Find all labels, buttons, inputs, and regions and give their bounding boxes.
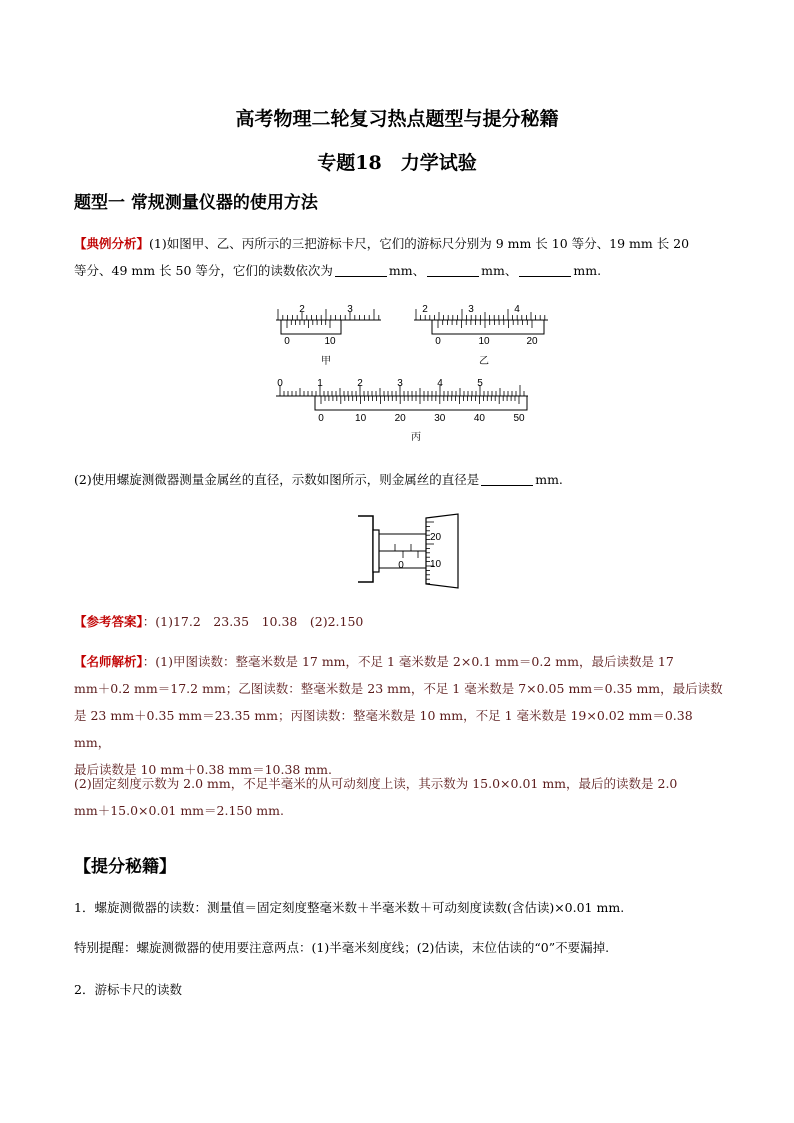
caliper-jia [276, 304, 381, 367]
sleeve-label-0: 0 [398, 560, 404, 571]
section-heading: 题型一 常规测量仪器的使用方法 [74, 193, 318, 213]
example-question-2: (2)使用螺旋测微器测量金属丝的直径，示数如图所示，则金属丝的直径是 mm. [74, 472, 563, 487]
vernier-calipers-figure [0, 290, 794, 450]
jia-caption: 甲 [321, 356, 331, 367]
analysis-paragraph-2: (2)固定刻度示数为 2.0 mm，不足半毫米的从可动刻度上读，其示数为 15.0×0.01 mm，最后的读数是 2.0 mm＋15.0×0.01 mm＝2.150 mm. [74, 776, 678, 818]
yi-vernier-label-20: 20 [526, 336, 538, 347]
yi-main-label-4: 4 [514, 304, 520, 315]
bing-caption: 丙 [411, 432, 421, 443]
tips-item-2: 2．游标卡尺的读数 [74, 982, 182, 997]
thimble-label-10: 10 [430, 559, 442, 570]
bing-vernier-label-20: 20 [394, 413, 406, 424]
document-title: 高考物理二轮复习热点题型与提分秘籍 [235, 108, 559, 130]
bing-vernier-label-0: 0 [318, 413, 324, 424]
reference-answer: 【参考答案】：(1)17.2 23.35 10.38 (2)2.150 [74, 614, 364, 629]
yi-main-label-2: 2 [422, 304, 428, 315]
tips-item-1: 1．螺旋测微器的读数：测量值＝固定刻度整毫米数＋半毫米数＋可动刻度读数(含估读)×0.01 mm. [74, 900, 625, 915]
bing-main-label-5: 5 [477, 378, 483, 389]
analysis-tag: 【名师解析】 [74, 654, 143, 669]
tips-note: 特别提醒：螺旋测微器的使用要注意两点：(1)半毫米刻度线；(2)估读，末位估读的“0”不要漏掉. [74, 940, 610, 955]
yi-main-label-3: 3 [468, 304, 474, 315]
bing-vernier-label-40: 40 [473, 413, 485, 424]
yi-vernier-label-10: 10 [478, 336, 490, 347]
example-question-1: 【典例分析】(1)如图甲、乙、丙所示的三把游标卡尺，它们的游标尺分别为 9 mm 长 10 等分、19 mm 长 20 等分、49 mm 长 50 等分，它们的读数依次为 mm、 mm、 mm. [74, 236, 690, 278]
example-tag: 【典例分析】 [74, 236, 150, 251]
bing-main-label-4: 4 [437, 378, 443, 389]
bing-vernier-label-50: 50 [513, 413, 525, 424]
thimble-label-20: 20 [430, 532, 442, 543]
tips-heading: 【提分秘籍】 [74, 857, 176, 877]
yi-caption: 乙 [479, 356, 489, 367]
jia-vernier-label-0: 0 [284, 336, 290, 347]
bing-main-label-3: 3 [397, 378, 403, 389]
bing-main-label-1: 1 [317, 378, 323, 389]
bing-main-label-0: 0 [277, 378, 283, 389]
micrometer-figure [350, 508, 470, 590]
caliper-bing [276, 378, 528, 443]
jia-vernier-label-10: 10 [324, 336, 336, 347]
bing-vernier-label-30: 30 [434, 413, 446, 424]
analysis-paragraph-1: 【名师解析】：(1)甲图读数：整毫米数是 17 mm，不足 1 毫米数是 2×0.1 mm＝0.2 mm，最后读数是 17 mm＋0.2 mm＝17.2 mm；乙图读数：整毫米数是 23 mm，不足 1 毫米数是 7×0.05 mm＝0.35 mm，最后读数 是 23 mm＋0.35 mm＝23.35 mm；丙图读数：整毫米数是 10 mm，不足 1 毫米数是 19×0.02 mm＝0.38 mm， 最后读数是 10 mm＋0.38 mm＝10.38 mm. [74, 654, 723, 777]
document-subtitle: 专题18 力学试验 [317, 152, 477, 174]
bing-vernier-label-10: 10 [355, 413, 367, 424]
jia-main-label-2: 2 [299, 304, 305, 315]
jia-main-label-3: 3 [347, 304, 353, 315]
caliper-yi [414, 304, 548, 367]
answer-tag: 【参考答案】 [74, 614, 143, 629]
yi-vernier-label-0: 0 [435, 336, 441, 347]
bing-main-label-2: 2 [357, 378, 363, 389]
